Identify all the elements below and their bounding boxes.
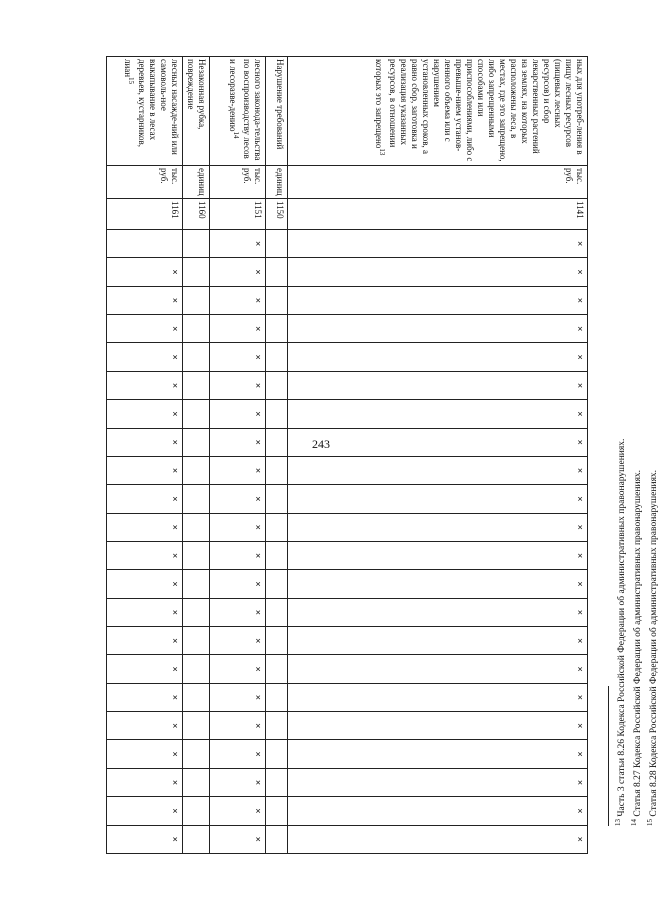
row-code: 1161 (107, 199, 183, 230)
row-unit: тыс. руб. (210, 166, 266, 199)
statistics-table-rotated (58, 56, 588, 854)
table-cell (183, 485, 210, 513)
table-cell: × (107, 740, 183, 768)
table-cell: × (107, 315, 183, 343)
table-cell: × (210, 598, 266, 626)
table-cell (183, 428, 210, 456)
row-description-text: ных для употреб-ления в пищу лесных ресурсов (пищевых лесных ресурсов) и сбор лекарственных растений на землях, на которых расположены леса, в местах, где это запрещено, либо запрещенными способами или приспособлениями, либо с превыше-нием установ-ленного объема или с нарушением установленных сроков, а равно сбор, заготовка и реализация указанных ресурсов, в отношении которых это запрещено (374, 59, 585, 162)
table-cell: × (288, 371, 588, 399)
table-cell (183, 740, 210, 768)
table-cell: × (210, 655, 266, 683)
table-cell (183, 343, 210, 371)
row-unit: единиц (183, 166, 210, 199)
table-cell (183, 598, 210, 626)
table-cell: × (107, 712, 183, 740)
table-cell: × (210, 400, 266, 428)
table-cell (266, 485, 288, 513)
table-cell: × (210, 683, 266, 711)
row-description-text: лесных насажде-ний или самоволь-ное выкапывание в лесах деревьев, кустарников, лиан (123, 59, 180, 155)
table-row (183, 57, 210, 854)
table-cell: × (107, 683, 183, 711)
table-cell (266, 513, 288, 541)
table-cell: × (107, 371, 183, 399)
table-cell: × (210, 627, 266, 655)
table-cell (266, 456, 288, 484)
table-cell: × (288, 541, 588, 569)
table-cell (266, 683, 288, 711)
table-cell: × (210, 797, 266, 825)
table-cell: × (107, 456, 183, 484)
table-cell: × (288, 286, 588, 314)
table-cell: × (107, 768, 183, 796)
table-cell (183, 797, 210, 825)
row-description (210, 57, 266, 166)
footnote-marker: 14 (232, 131, 240, 139)
row-description-text: Незаконная рубка, повреждение (186, 59, 207, 130)
table-cell (183, 456, 210, 484)
row-code: 1151 (210, 199, 266, 230)
table-cell: × (107, 655, 183, 683)
table-cell (266, 371, 288, 399)
table-cell: × (288, 400, 588, 428)
table-cell (266, 655, 288, 683)
table-cell: × (288, 343, 588, 371)
table-cell (266, 343, 288, 371)
table-cell (183, 258, 210, 286)
table-cell: × (288, 428, 588, 456)
table-cell: × (107, 343, 183, 371)
row-unit: тыс. руб. (107, 166, 183, 199)
table-cell (107, 230, 183, 258)
table-cell: × (210, 768, 266, 796)
table-cell (183, 400, 210, 428)
footnotes (608, 406, 660, 826)
table-cell: × (107, 541, 183, 569)
table-cell (183, 286, 210, 314)
table-cell: × (288, 485, 588, 513)
footnote (644, 406, 660, 826)
table-row (266, 57, 288, 854)
table-cell: × (288, 598, 588, 626)
footnote-rule (608, 686, 609, 826)
statistics-table (106, 56, 588, 854)
table-cell: × (210, 230, 266, 258)
table-cell: × (288, 513, 588, 541)
table-cell: × (288, 712, 588, 740)
table-cell: × (107, 825, 183, 853)
table-cell (183, 655, 210, 683)
row-unit: тыс. руб. (288, 166, 588, 199)
table-cell: × (210, 513, 266, 541)
table-cell: × (107, 797, 183, 825)
row-description (183, 57, 210, 166)
table-cell: × (210, 343, 266, 371)
table-cell (266, 570, 288, 598)
table-cell (183, 570, 210, 598)
table-cell (266, 315, 288, 343)
table-cell: × (210, 712, 266, 740)
footnote-mark: 15 (646, 819, 655, 826)
table-row (210, 57, 266, 854)
table-cell: × (107, 428, 183, 456)
table-cell: × (210, 485, 266, 513)
table-cell (266, 627, 288, 655)
table-cell: × (210, 456, 266, 484)
table-cell (266, 797, 288, 825)
table-cell: × (210, 428, 266, 456)
footnote-text: Статья 8.28 Кодекса Российской Федерации об административных правонарушениях. (649, 469, 660, 817)
table-cell (183, 712, 210, 740)
table-cell: × (210, 371, 266, 399)
table-cell: × (288, 627, 588, 655)
row-description-text: лесного законода-тельства по воспроизводству лесов и лесоразве-дению (228, 59, 263, 161)
table-cell (183, 513, 210, 541)
row-description (288, 57, 588, 166)
table-cell: × (210, 740, 266, 768)
table-cell (183, 627, 210, 655)
row-code: 1150 (266, 199, 288, 230)
table-cell (266, 598, 288, 626)
table-cell (266, 740, 288, 768)
footnote-mark: 14 (630, 819, 639, 826)
page-number: 243 (312, 437, 330, 451)
table-cell: × (288, 825, 588, 853)
table-row (107, 57, 183, 854)
table-cell (266, 825, 288, 853)
table-cell: × (288, 456, 588, 484)
footnote-marker: 15 (127, 77, 135, 85)
table-cell: × (288, 797, 588, 825)
table-cell (266, 230, 288, 258)
table-cell: × (107, 258, 183, 286)
table-cell: × (288, 740, 588, 768)
table-cell: × (107, 513, 183, 541)
table-cell: × (107, 485, 183, 513)
table-cell (183, 315, 210, 343)
table-cell (183, 371, 210, 399)
table-cell: × (107, 570, 183, 598)
footnote-text: Статья 8.27 Кодекса Российской Федерации об административных правонарушениях. (633, 469, 644, 817)
table-cell: × (288, 230, 588, 258)
footnote-text: Часть 3 статьи 8.26 Кодекса Российской Федерации об административных правонарушениях. (617, 438, 628, 817)
table-cell: × (107, 627, 183, 655)
table-cell (266, 712, 288, 740)
table-cell: × (107, 598, 183, 626)
table-cell: × (107, 286, 183, 314)
table-cell: × (210, 286, 266, 314)
table-cell: × (288, 683, 588, 711)
table-cell (183, 825, 210, 853)
row-description (266, 57, 288, 166)
footnote (628, 406, 644, 826)
footnote-marker: 13 (378, 148, 386, 156)
table-cell (183, 683, 210, 711)
table-row (288, 57, 588, 854)
table-cell: × (288, 315, 588, 343)
table-cell (183, 541, 210, 569)
table-cell: × (210, 315, 266, 343)
row-code: 1160 (183, 199, 210, 230)
table-cell (266, 286, 288, 314)
table-cell (183, 230, 210, 258)
table-cell: × (288, 655, 588, 683)
footnote-mark: 13 (614, 819, 622, 826)
table-cell (266, 400, 288, 428)
table-cell (266, 768, 288, 796)
table-cell (183, 768, 210, 796)
table-cell (266, 541, 288, 569)
table-cell: × (210, 541, 266, 569)
footnote (612, 406, 628, 826)
row-description (107, 57, 183, 166)
table-cell: × (288, 570, 588, 598)
table-cell: × (210, 570, 266, 598)
row-unit: единиц (266, 166, 288, 199)
table-cell (266, 258, 288, 286)
table-cell: × (288, 768, 588, 796)
table-cell: × (210, 825, 266, 853)
table-cell: × (210, 258, 266, 286)
row-description-text: Нарушение требований (275, 59, 285, 150)
table-cell: × (288, 258, 588, 286)
table-cell (266, 428, 288, 456)
table-cell: × (107, 400, 183, 428)
row-code: 1141 (288, 199, 588, 230)
